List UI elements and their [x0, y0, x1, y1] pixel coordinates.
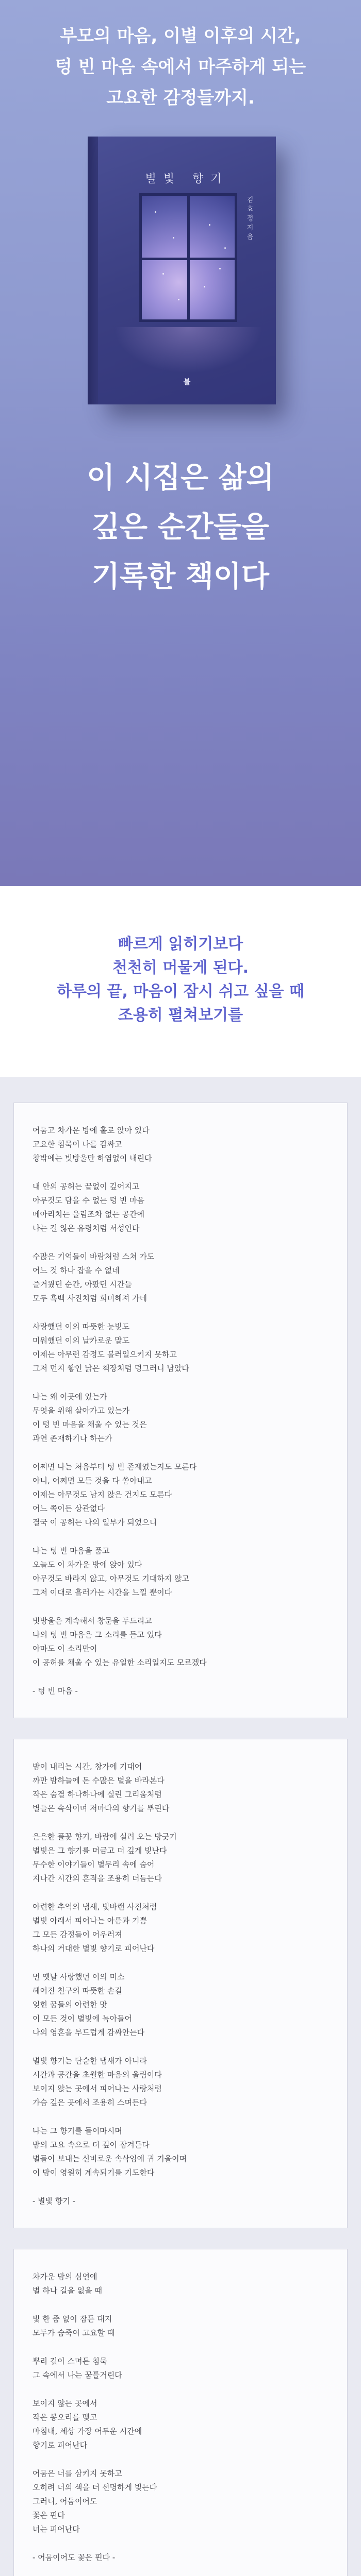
poem-line: 어느 쪽이든 상관없다	[32, 1504, 105, 1513]
subtitle-line: 조용히 펼쳐보기를	[118, 1006, 243, 1024]
poem-card	[13, 1103, 348, 1718]
poem-line: 어둠고 차가운 방에 홀로 앉아 있다	[32, 1126, 150, 1135]
poem-line: 은은한 풀꽃 향기, 바람에 실려 오는 방긋기	[32, 1832, 177, 1841]
poem-line: 마침내, 세상 가장 어두운 시간에	[32, 2427, 142, 2436]
poem-line: 빛 한 줌 없이 잠든 대지	[32, 2314, 112, 2324]
subtitle-section	[0, 886, 361, 1077]
poem-line: 사랑했던 이의 따뜻한 눈빛도	[32, 1322, 130, 1331]
subtitle-line: 빠르게 읽히기보다	[118, 935, 243, 953]
poem-line: 창밖에는 빗방울만 하염없이 내린다	[32, 1154, 152, 1163]
poem-line: 결국 이 공허는 나의 일부가 되었으니	[32, 1518, 157, 1527]
poem-line: 즐거웠던 순간, 아팠던 시간들	[32, 1280, 132, 1289]
poem-stanza	[32, 2270, 326, 2298]
poem-line: 나는 그 향기를 들이마시며	[32, 2126, 122, 2136]
poem-line: 지나간 시간의 흔적을 조용히 더듬는다	[32, 1874, 162, 1883]
hero-section	[0, 0, 361, 886]
poem-line: 밤이 내리는 시간, 창가에 기대어	[32, 1762, 142, 1771]
poem-line: 뿌리 깊이 스며든 침묵	[32, 2357, 107, 2366]
poem-line: 별 하나 길을 잃을 때	[32, 2286, 102, 2295]
poem-line: 나는 왜 이곳에 있는가	[32, 1392, 107, 1401]
publisher-logo: 불	[183, 378, 191, 386]
poem-line: 나는 길 잃은 유령처럼 서성인다	[32, 1224, 140, 1233]
poem-stanza	[32, 1124, 326, 1165]
poem-line: 모두 흑백 사진처럼 희미해져 가네	[32, 1294, 147, 1303]
poem-line: 나의 영혼을 부드럽게 감싸안는다	[32, 2028, 145, 2037]
poem-line: 이제는 아무런 감정도 불러일으키지 못하고	[32, 1350, 177, 1359]
poem-line: 너는 피어난다	[32, 2524, 80, 2534]
poem-line: 잊힌 꿈들의 아련한 맛	[32, 2000, 107, 2009]
poem-line: 아련한 추억의 냄새, 빛바랜 사진처럼	[32, 1902, 157, 1911]
poem-line: 보이지 않는 곳에서	[32, 2399, 97, 2408]
poem-line: 빗방울은 계속해서 창문을 두드리고	[32, 1616, 152, 1625]
poem-line: 모두가 숨죽여 고요할 때	[32, 2328, 115, 2337]
poems-section	[0, 1077, 361, 2576]
poem-stanza	[32, 1250, 326, 1306]
hero-intro-line: 텅 빈 마음 속에서 마주하게 되는	[55, 57, 306, 77]
book-title: 별빛 향기	[145, 173, 229, 185]
poem-stanza	[32, 1830, 326, 1886]
poem-signature: - 어둠이어도 꽃은 핀다 -	[32, 2553, 116, 2562]
poem-line: 이제는 아무것도 남지 않은 건지도 모른다	[32, 1490, 172, 1499]
poem-line: 별빛은 그 향기를 머금고 더 깊게 빛난다	[32, 1846, 167, 1855]
poem-line: 무수한 이야기들이 별무리 속에 숨어	[32, 1860, 155, 1869]
poem-line: 까만 밤하늘에 돈 수많은 별을 바라본다	[32, 1776, 165, 1785]
poem-stanza	[32, 1460, 326, 1530]
poem-line: 그 모든 감정들이 어우러져	[32, 1930, 122, 1939]
poem-signature: - 별빛 향기 -	[32, 2196, 76, 2206]
hero-intro-line: 부모의 마음, 이별 이후의 시간,	[60, 26, 301, 46]
poem-line: 아니, 어쩌면 모든 것을 다 쏟아내고	[32, 1476, 152, 1485]
poem-line: 고요한 침묵이 나를 감싸고	[32, 1140, 122, 1149]
poem-line: 이 모든 것이 별빛에 녹아들어	[32, 2014, 132, 2023]
poem-line: 시간과 공간을 초월한 마음의 울림이다	[32, 2070, 162, 2079]
poem-stanza	[32, 2467, 326, 2536]
poem-line: 별빛 향기는 단순한 냄새가 아니라	[32, 2056, 147, 2065]
poem-line: 어느 것 하나 잡을 수 없네	[32, 1266, 120, 1275]
poem-stanza	[32, 2124, 326, 2180]
poem-line: 과연 존재하기나 하는가	[32, 1434, 112, 1443]
book-author: 김효정 지음	[247, 196, 254, 241]
poem-line: 이 공허를 채울 수 있는 유일한 소리일지도 모르겠다	[32, 1658, 207, 1667]
hero-summary-line: 이 시집은 삶의	[87, 461, 274, 495]
subtitle-line: 천천히 머물게 된다.	[112, 959, 249, 977]
poem-stanza	[32, 1180, 326, 1235]
poem-line: 오늘도 이 차가운 방에 앉아 있다	[32, 1560, 142, 1569]
poem-stanza	[32, 2054, 326, 2110]
poem-stanza	[32, 2312, 326, 2340]
poem-line: 미워했던 이의 날카로운 말도	[32, 1336, 130, 1345]
poem-stanza	[32, 1614, 326, 1670]
window-illustration	[139, 193, 237, 322]
poem-line: 어둠은 너를 삼키지 못하고	[32, 2469, 122, 2478]
poem-line: 작은 봉오리를 맺고	[32, 2413, 97, 2422]
poem-line: 어쩌면 나는 처음부터 텅 빈 존재였는지도 모른다	[32, 1462, 197, 1471]
poem-card	[13, 2249, 348, 2576]
poem-stanza	[32, 1544, 326, 1600]
book-cover	[98, 137, 276, 404]
poem-stanza	[32, 2354, 326, 2382]
poem-stanza	[32, 1970, 326, 2040]
poem-line: 보이지 않는 곳에서 피어나는 사랑처럼	[32, 2084, 162, 2093]
poem-line: 나는 텅 빈 마음을 품고	[32, 1546, 110, 1555]
poem-line: 무엇을 위해 살아가고 있는가	[32, 1406, 130, 1415]
poem-line: 아마도 이 소리만이	[32, 1644, 97, 1653]
poem-stanza	[32, 1320, 326, 1376]
poem-line: 오히려 너의 색을 더 선명하게 빚는다	[32, 2483, 157, 2492]
hero-summary	[0, 453, 361, 602]
poem-line: 차가운 밤의 심연에	[32, 2272, 97, 2281]
hero-summary-line: 깊은 순간들을	[91, 511, 270, 544]
poem-line: 가슴 깊은 곳에서 조용히 스며든다	[32, 2098, 147, 2107]
poem-line: 별빛 아래서 피어나는 아름과 기쁨	[32, 1916, 147, 1925]
poem-line: 하나의 거대한 별빛 향기로 피어난다	[32, 1944, 155, 1953]
poem-line: 그저 먼지 쌓인 낡은 책장처럼 덩그러니 남았다	[32, 1364, 189, 1373]
poem-line: 밤의 고요 속으로 더 깊이 잠겨든다	[32, 2140, 150, 2149]
poem-line: 아무것도 바라지 않고, 아무것도 기대하지 않고	[32, 1574, 189, 1583]
poem-stanza	[32, 1390, 326, 1446]
poem-line: 꽃은 핀다	[32, 2511, 65, 2520]
poem-line: 나의 텅 빈 마음은 그 소리를 듣고 있다	[32, 1630, 162, 1639]
poem-line: 아무것도 담을 수 없는 텅 빈 마음	[32, 1196, 144, 1205]
poem-signature: - 텅 빈 마음 -	[32, 1686, 78, 1696]
poem-line: 먼 옛날 사랑했던 이의 미소	[32, 1972, 125, 1981]
poem-line: 이 텅 빈 마음을 채울 수 있는 것은	[32, 1420, 147, 1429]
poem-line: 그저 이대로 흘러가는 시간을 느낄 뿐이다	[32, 1588, 172, 1597]
poem-stanza	[32, 1900, 326, 1956]
poem-line: 별들은 속삭이며 저마다의 향기를 뿌린다	[32, 1804, 170, 1813]
subtitle-line: 하루의 끝, 마음이 잠시 쉬고 싶을 때	[57, 982, 304, 1001]
hero-intro	[0, 21, 361, 113]
poem-line: 헤어진 친구의 따뜻한 손길	[32, 1986, 122, 1995]
poem-line: 별들이 보내는 신비로운 속삭임에 귀 기울이며	[32, 2154, 187, 2163]
floor-glow	[113, 327, 263, 374]
poem-line: 수많은 기억들이 바람처럼 스쳐 가도	[32, 1252, 155, 1261]
hero-summary-line: 기록한 책이다	[91, 560, 270, 594]
poem-line: 작은 숨결 하나하나에 실린 그리움처럼	[32, 1790, 162, 1799]
poem-line: 향기로 피어난다	[32, 2441, 88, 2450]
poem-line: 그 속에서 나는 꿈틀거린다	[32, 2370, 122, 2380]
poem-line: 메아리치는 울림조차 없는 공간에	[32, 1210, 145, 1219]
poem-line: 내 안의 공허는 끝없이 깊어지고	[32, 1182, 140, 1191]
poem-card	[13, 1739, 348, 2228]
poem-line: 그러니, 어둠이어도	[32, 2497, 97, 2506]
poem-line: 이 밤이 영원히 계속되기를 기도한다	[32, 2168, 155, 2177]
poem-stanza	[32, 2397, 326, 2452]
hero-intro-line: 고요한 감정들까지.	[106, 88, 255, 108]
poem-stanza	[32, 1760, 326, 1816]
